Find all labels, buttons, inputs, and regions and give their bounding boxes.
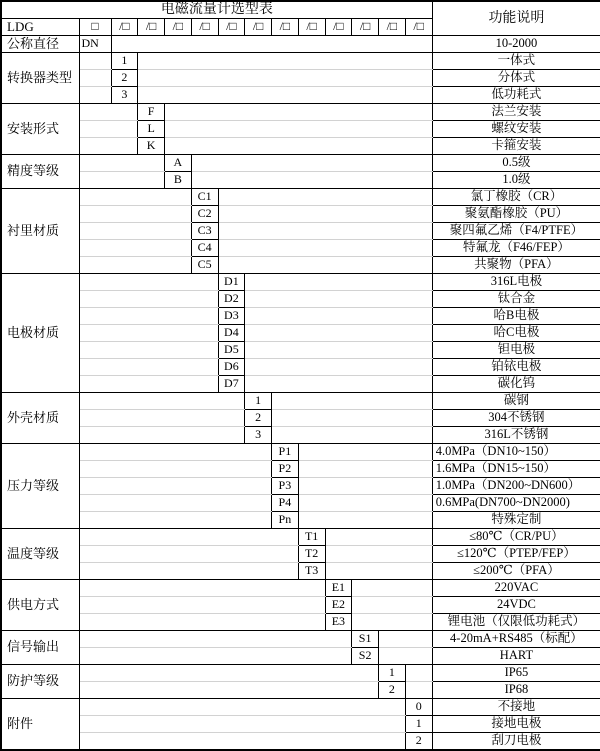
spacer-cell — [298, 495, 432, 512]
option-desc: 共聚物（PFA） — [432, 257, 600, 274]
spacer-cell — [79, 529, 298, 546]
option-desc: 1.0级 — [432, 172, 600, 189]
option-code: 3 — [245, 427, 272, 444]
option-desc: 哈C电极 — [432, 325, 600, 342]
spacer-cell — [245, 359, 432, 376]
spacer-cell — [79, 563, 298, 580]
spacer-cell — [218, 223, 432, 240]
spacer-cell — [405, 682, 432, 699]
option-code: P4 — [272, 495, 299, 512]
option-code: P1 — [272, 444, 299, 461]
spacer-cell — [79, 104, 138, 121]
option-code: D7 — [218, 376, 245, 393]
option-desc: ≤80℃（CR/PU） — [432, 529, 600, 546]
option-code: T1 — [298, 529, 325, 546]
option-desc: 1.0MPa（DN200~DN600） — [432, 478, 600, 495]
option-desc: IP68 — [432, 682, 600, 699]
option-code: B — [165, 172, 192, 189]
option-desc: 220VAC — [432, 580, 600, 597]
spacer-cell — [79, 393, 245, 410]
spacer-cell — [245, 291, 432, 308]
spacer-cell — [298, 444, 432, 461]
option-code: D2 — [218, 291, 245, 308]
option-desc: 0.5级 — [432, 155, 600, 172]
option-code: 1 — [379, 665, 406, 682]
spacer-cell — [298, 512, 432, 529]
spacer-cell — [79, 53, 111, 70]
option-code: D3 — [218, 308, 245, 325]
option-desc: 4-20mA+RS485（标配） — [432, 631, 600, 648]
model-prefix: LDG — [1, 19, 79, 36]
option-code: S1 — [352, 631, 379, 648]
group-label: 防护等级 — [1, 665, 79, 699]
spacer-cell — [79, 495, 272, 512]
spacer-cell — [79, 580, 325, 597]
spacer-cell — [272, 393, 433, 410]
model-code-slot: /□ — [405, 19, 432, 36]
option-desc: 卡箍安装 — [432, 138, 600, 155]
option-code: 1 — [245, 393, 272, 410]
group-label: 衬里材质 — [1, 189, 79, 274]
option-desc: 氯丁橡胶（CR） — [432, 189, 600, 206]
option-desc: 碳化钨 — [432, 376, 600, 393]
option-code: C5 — [191, 257, 218, 274]
spacer-cell — [245, 274, 432, 291]
spacer-cell — [79, 223, 191, 240]
model-code-slot: /□ — [325, 19, 352, 36]
spacer-cell — [79, 716, 405, 733]
option-code: 0 — [405, 699, 432, 716]
group-label: 温度等级 — [1, 529, 79, 580]
option-code: 2 — [379, 682, 406, 699]
spacer-cell — [79, 546, 298, 563]
option-desc: 不接地 — [432, 699, 600, 716]
option-code: L — [138, 121, 165, 138]
spacer-cell — [79, 682, 379, 699]
model-code-slot: /□ — [111, 19, 138, 36]
spacer-cell — [79, 410, 245, 427]
spacer-cell — [79, 240, 191, 257]
option-desc: 304不锈钢 — [432, 410, 600, 427]
spacer-cell — [165, 104, 433, 121]
spacer-cell — [79, 274, 218, 291]
spacer-cell — [138, 70, 432, 87]
option-desc: 螺纹安装 — [432, 121, 600, 138]
option-desc: 聚氨酯橡胶（PU） — [432, 206, 600, 223]
option-desc: ≤120℃（PTEP/FEP） — [432, 546, 600, 563]
option-code: 2 — [245, 410, 272, 427]
option-code: D1 — [218, 274, 245, 291]
column-header-function-description: 功能说明 — [432, 1, 600, 36]
spacer-cell — [379, 631, 433, 648]
option-code: 3 — [111, 87, 138, 104]
option-code: Pn — [272, 512, 299, 529]
spacer-cell — [79, 87, 111, 104]
spacer-cell — [79, 257, 191, 274]
option-code: P2 — [272, 461, 299, 478]
spacer-cell — [191, 155, 432, 172]
group-label: 供电方式 — [1, 580, 79, 631]
option-desc: 法兰安装 — [432, 104, 600, 121]
option-code: E2 — [325, 597, 352, 614]
option-code: 1 — [405, 716, 432, 733]
spacer-cell — [379, 648, 433, 665]
spacer-cell — [79, 359, 218, 376]
option-code: C1 — [191, 189, 218, 206]
page-title: 电磁流量计选型表 — [1, 1, 432, 19]
spacer-cell — [79, 597, 325, 614]
option-code: T2 — [298, 546, 325, 563]
spacer-cell — [272, 427, 433, 444]
spacer-cell — [79, 461, 272, 478]
option-desc: 聚四氟乙烯（F4/PTFE） — [432, 223, 600, 240]
option-desc: 0.6MPa(DN700~DN2000) — [432, 495, 600, 512]
model-code-slot: /□ — [138, 19, 165, 36]
spacer-cell — [191, 172, 432, 189]
spacer-cell — [352, 597, 432, 614]
spacer-cell — [298, 461, 432, 478]
spacer-cell — [79, 427, 245, 444]
group-label: 压力等级 — [1, 444, 79, 529]
option-desc: 10-2000 — [432, 36, 600, 53]
spacer-cell — [79, 155, 165, 172]
spacer-cell — [79, 70, 111, 87]
spacer-cell — [79, 631, 352, 648]
model-code-slot: /□ — [245, 19, 272, 36]
spacer-cell — [79, 733, 405, 751]
spacer-cell — [79, 614, 325, 631]
spacer-cell — [218, 189, 432, 206]
group-label: 信号输出 — [1, 631, 79, 665]
option-desc: 316L电极 — [432, 274, 600, 291]
spacer-cell — [79, 444, 272, 461]
spacer-cell — [79, 325, 218, 342]
spacer-cell — [352, 614, 432, 631]
spacer-cell — [79, 138, 138, 155]
option-desc: 接地电极 — [432, 716, 600, 733]
spacer-cell — [218, 240, 432, 257]
spacer-cell — [218, 206, 432, 223]
spacer-cell — [325, 563, 432, 580]
option-desc: 刮刀电极 — [432, 733, 600, 751]
option-code: D6 — [218, 359, 245, 376]
option-code: C2 — [191, 206, 218, 223]
spacer-cell — [325, 529, 432, 546]
option-code: K — [138, 138, 165, 155]
option-code: D4 — [218, 325, 245, 342]
option-desc: 特氟龙（F46/FEP） — [432, 240, 600, 257]
option-code: P3 — [272, 478, 299, 495]
option-desc: 分体式 — [432, 70, 600, 87]
model-code-slot: /□ — [165, 19, 192, 36]
spacer-cell — [245, 342, 432, 359]
option-code: C4 — [191, 240, 218, 257]
model-code-slot: /□ — [379, 19, 406, 36]
spacer-cell — [79, 172, 165, 189]
option-code: T3 — [298, 563, 325, 580]
model-code-slot: /□ — [298, 19, 325, 36]
spacer-cell — [79, 206, 191, 223]
group-label: 外壳材质 — [1, 393, 79, 444]
spacer-cell — [79, 699, 405, 716]
model-code-slot: /□ — [272, 19, 299, 36]
option-desc: 特殊定制 — [432, 512, 600, 529]
spacer-cell — [79, 376, 218, 393]
model-code-slot: /□ — [352, 19, 379, 36]
spacer-cell — [111, 36, 432, 53]
option-desc: HART — [432, 648, 600, 665]
group-label: 附件 — [1, 699, 79, 751]
spacer-cell — [245, 308, 432, 325]
spacer-cell — [79, 342, 218, 359]
option-desc: 哈B电极 — [432, 308, 600, 325]
option-code: E1 — [325, 580, 352, 597]
spacer-cell — [138, 53, 432, 70]
option-desc: 碳钢 — [432, 393, 600, 410]
option-desc: 锂电池（仅限低功耗式） — [432, 614, 600, 631]
option-code: 2 — [111, 70, 138, 87]
spacer-cell — [325, 546, 432, 563]
spacer-cell — [79, 665, 379, 682]
option-code: C3 — [191, 223, 218, 240]
option-code: E3 — [325, 614, 352, 631]
group-label: 电极材质 — [1, 274, 79, 393]
spacer-cell — [79, 478, 272, 495]
option-code: 1 — [111, 53, 138, 70]
option-desc: 316L不锈钢 — [432, 427, 600, 444]
spacer-cell — [218, 257, 432, 274]
option-code: D5 — [218, 342, 245, 359]
group-label: 转换器类型 — [1, 53, 79, 104]
option-desc: IP65 — [432, 665, 600, 682]
option-desc: 钛合金 — [432, 291, 600, 308]
spacer-cell — [79, 512, 272, 529]
spacer-cell — [79, 308, 218, 325]
spacer-cell — [79, 121, 138, 138]
option-desc: 钽电极 — [432, 342, 600, 359]
option-desc: 一体式 — [432, 53, 600, 70]
spacer-cell — [245, 325, 432, 342]
spacer-cell — [79, 648, 352, 665]
spacer-cell — [165, 138, 433, 155]
option-code: 2 — [405, 733, 432, 751]
spacer-cell — [79, 189, 191, 206]
model-code-box: □ — [79, 19, 111, 36]
spacer-cell — [298, 478, 432, 495]
option-desc: 4.0MPa（DN10~150） — [432, 444, 600, 461]
group-label: 安装形式 — [1, 104, 79, 155]
option-code: F — [138, 104, 165, 121]
spacer-cell — [165, 121, 433, 138]
model-code-slot: /□ — [218, 19, 245, 36]
option-desc: ≤200℃（PFA） — [432, 563, 600, 580]
option-desc: 铂铱电极 — [432, 359, 600, 376]
spacer-cell — [79, 291, 218, 308]
option-desc: 24VDC — [432, 597, 600, 614]
spacer-cell — [352, 580, 432, 597]
spacer-cell — [405, 665, 432, 682]
option-code: S2 — [352, 648, 379, 665]
diameter-code-cell: DN — [79, 36, 111, 53]
model-code-slot: /□ — [191, 19, 218, 36]
option-desc: 低功耗式 — [432, 87, 600, 104]
option-desc: 1.6MPa（DN15~150） — [432, 461, 600, 478]
spacer-cell — [245, 376, 432, 393]
group-label-diameter: 公称直径 — [1, 36, 79, 53]
spacer-cell — [138, 87, 432, 104]
group-label: 精度等级 — [1, 155, 79, 189]
option-code: A — [165, 155, 192, 172]
spacer-cell — [272, 410, 433, 427]
